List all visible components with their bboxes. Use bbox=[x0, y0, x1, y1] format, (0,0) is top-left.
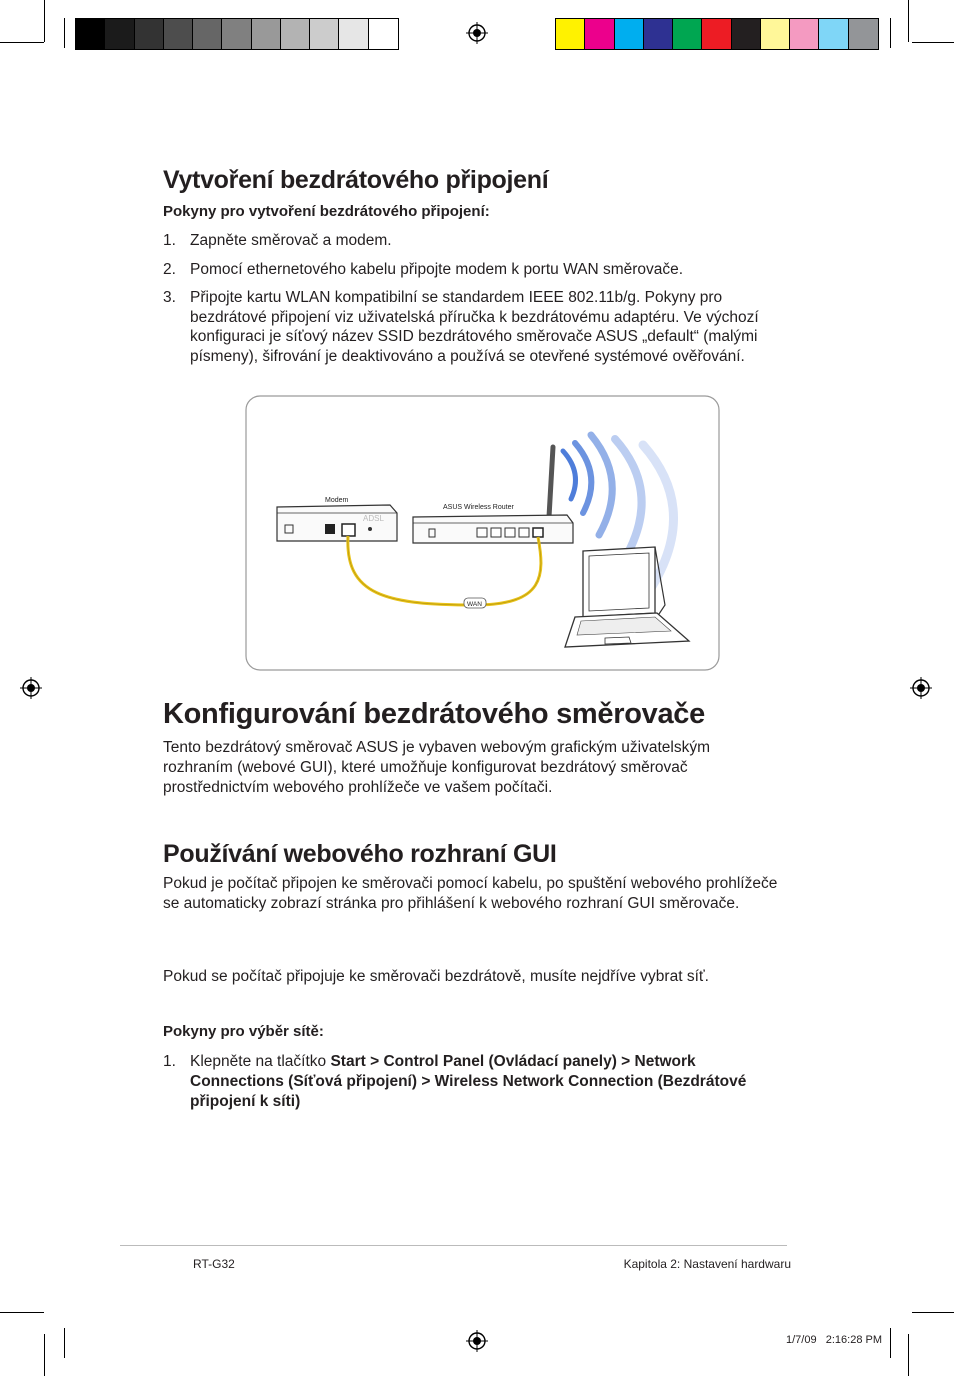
network-selection-steps bbox=[163, 1052, 763, 1121]
color-swatch bbox=[732, 19, 761, 49]
crop-mark bbox=[64, 18, 65, 48]
step-text: Pomocí ethernetového kabelu připojte modem k portu WAN směrovače. bbox=[190, 260, 684, 278]
connection-diagram bbox=[245, 395, 720, 671]
web-gui-body-wired: Pokud je počítač připojen ke směrovači pomocí kabelu, po spuštění webového prohlížeče se automaticky zobrazí stránka pro přihlášení k webového rozhraní GUI směrovače. bbox=[163, 875, 778, 912]
footer-rule bbox=[120, 1245, 787, 1246]
list-item bbox=[163, 288, 775, 366]
grayscale-calibration-bar bbox=[75, 18, 399, 50]
web-gui-body-wireless: Pokud se počítač připojuje ke směrovači bezdrátově, musíte nejdříve vybrat síť. bbox=[163, 968, 709, 985]
crop-mark bbox=[912, 42, 954, 43]
section-title-configure-router: Konfigurování bezdrátového směrovače bbox=[163, 698, 705, 730]
registration-mark-icon bbox=[466, 1330, 488, 1352]
color-swatch bbox=[644, 19, 673, 49]
step-text: Klepněte na tlačítko bbox=[190, 1053, 331, 1070]
color-swatch bbox=[702, 19, 731, 49]
step-text: Připojte kartu WLAN kompatibilní se standardem IEEE 802.11b/g. Pokyny pro bezdrátové připojení viz uživatelská příručka k bezdrátovému adaptéru. Ve výchozí konfiguraci je síťový název SSID bezdrátového směrovače ASUS „default“ (malými písmeny), šifrování je deaktivováno a používá se otevřené systémové ověřování. bbox=[190, 289, 759, 365]
color-swatch bbox=[135, 19, 164, 49]
crop-mark bbox=[912, 1312, 954, 1313]
section-title-web-gui: Používání webového rozhraní GUI bbox=[163, 840, 557, 868]
step-text: Zapněte směrovač a modem. bbox=[190, 232, 392, 249]
color-swatch bbox=[556, 19, 585, 49]
registration-mark-icon bbox=[20, 677, 42, 699]
color-swatch bbox=[615, 19, 644, 49]
step-number: 3. bbox=[163, 289, 176, 306]
footer-chapter: Kapitola 2: Nastavení hardwaru bbox=[623, 1257, 791, 1271]
list-item bbox=[163, 260, 775, 280]
footer-model: RT-G32 bbox=[193, 1257, 235, 1271]
configure-router-body: Tento bezdrátový směrovač ASUS je vybaven webovým grafickým uživatelským rozhraním (webové GUI), které umožňuje konfigurovat bezdrátový směrovač prostřednictvím webového prohlížeče ve vašem počítači. bbox=[163, 739, 711, 796]
color-swatch bbox=[790, 19, 819, 49]
cable-label: WAN bbox=[467, 601, 482, 608]
color-swatch bbox=[252, 19, 281, 49]
crop-mark bbox=[64, 1328, 65, 1358]
color-swatch bbox=[164, 19, 193, 49]
color-swatch bbox=[673, 19, 702, 49]
modem-label: Modem bbox=[325, 497, 349, 504]
registration-mark-icon bbox=[910, 677, 932, 699]
registration-mark-icon bbox=[466, 22, 488, 44]
color-swatch bbox=[76, 19, 105, 49]
color-swatch bbox=[339, 19, 368, 49]
step-number: 1. bbox=[163, 1053, 176, 1070]
color-swatch bbox=[369, 19, 398, 49]
color-swatch bbox=[585, 19, 614, 49]
crop-mark bbox=[890, 18, 891, 48]
color-swatch bbox=[281, 19, 310, 49]
color-swatch bbox=[761, 19, 790, 49]
list-item bbox=[163, 231, 775, 251]
step-path: Start > Control Panel (Ovládací panely) > Network Connections (Síťová připojení) > Wireless Network Connection (Bezdrátové připojení k síti) bbox=[190, 1053, 747, 1110]
crop-mark bbox=[890, 1328, 891, 1358]
network-selection-heading: Pokyny pro výběr sítě: bbox=[163, 1023, 324, 1040]
section-title-wireless-connection: Vytvoření bezdrátového připojení bbox=[163, 166, 549, 194]
router-label: ASUS Wireless Router bbox=[443, 504, 514, 511]
step-number: 2. bbox=[163, 260, 176, 278]
crop-mark bbox=[908, 0, 909, 42]
crop-mark bbox=[44, 0, 45, 42]
setup-steps-list bbox=[163, 231, 775, 375]
modem-icon bbox=[277, 505, 397, 541]
modem-brand-label: ADSL bbox=[363, 514, 384, 523]
crop-mark bbox=[0, 1312, 44, 1313]
color-swatch bbox=[819, 19, 848, 49]
color-swatch bbox=[310, 19, 339, 49]
crop-mark bbox=[908, 1334, 909, 1376]
color-swatch bbox=[193, 19, 222, 49]
list-item bbox=[163, 1052, 763, 1112]
crop-mark bbox=[44, 1334, 45, 1376]
step-number: 1. bbox=[163, 232, 176, 249]
color-calibration-bar bbox=[555, 18, 879, 50]
color-swatch bbox=[849, 19, 878, 49]
crop-mark bbox=[0, 42, 44, 43]
print-timestamp: 1/7/09 2:16:28 PM bbox=[785, 1334, 882, 1346]
color-swatch bbox=[105, 19, 134, 49]
instructions-heading: Pokyny pro vytvoření bezdrátového připojení: bbox=[163, 203, 490, 220]
color-swatch bbox=[222, 19, 251, 49]
